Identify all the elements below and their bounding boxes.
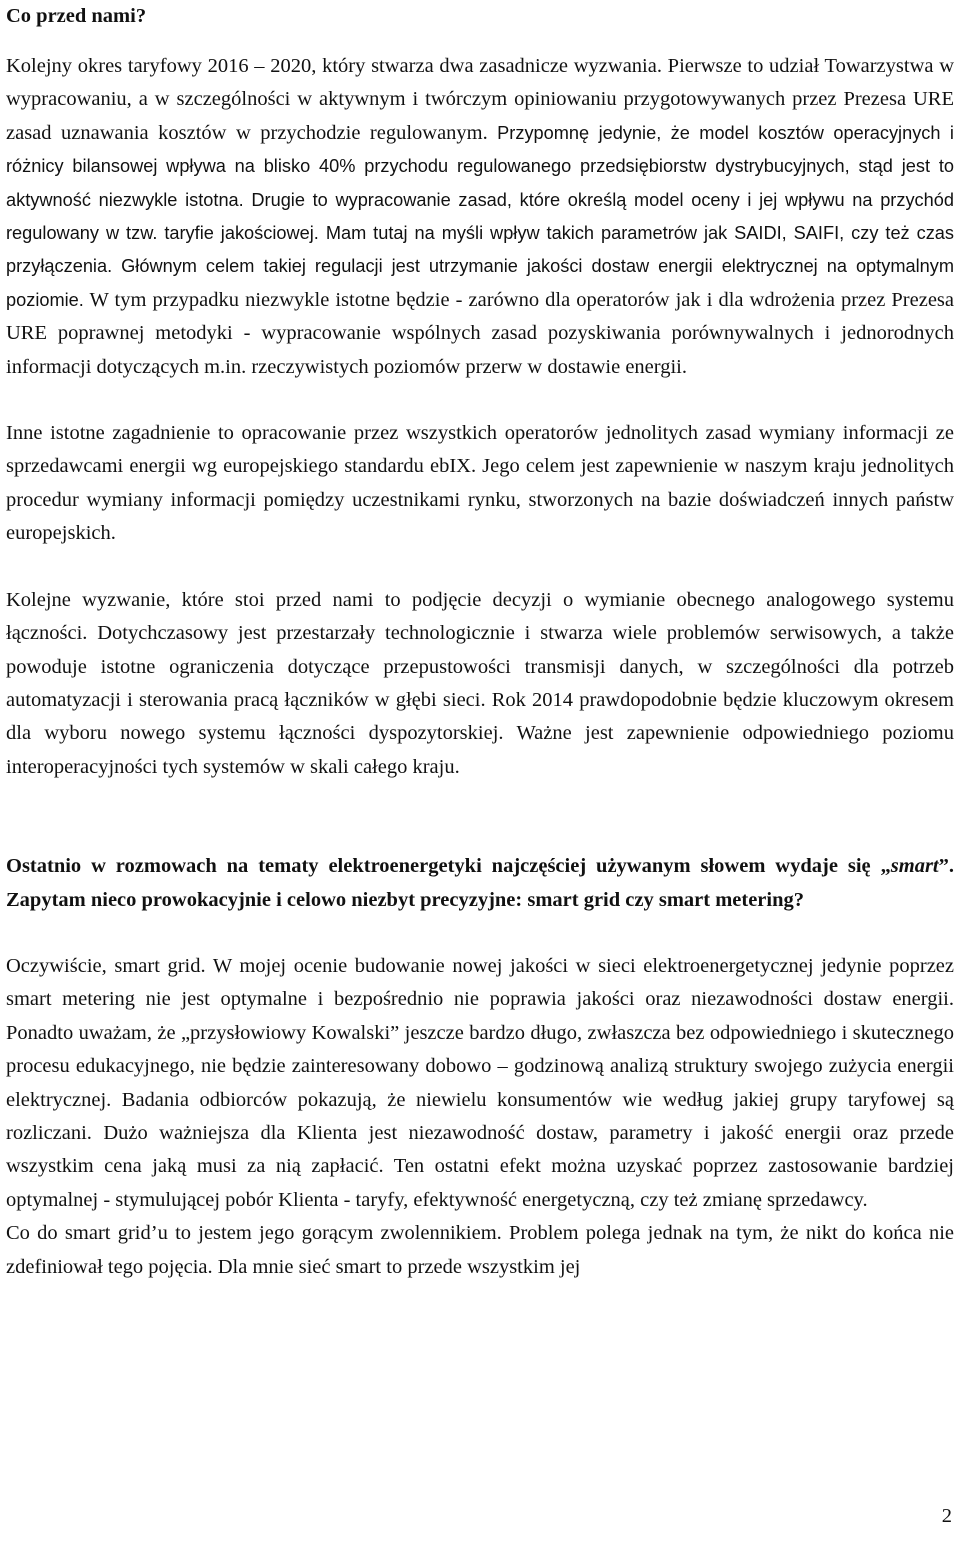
document-page bbox=[6, 0, 954, 1284]
spacer bbox=[6, 784, 954, 850]
interview-question bbox=[6, 850, 954, 917]
paragraph-tariff-period bbox=[6, 50, 954, 384]
paragraph-text: Przypomnę jedynie, że model kosztów operacyjnych i różnicy bilansowej wpływa na blisko 40% przychodu regulowanego przedsiębiorstw dystrybucyjnych, stąd jest to aktywność niezwykle istotna. Drugie to wypracowanie zasad, które określą model oceny i jej wpływu na przychód regulowany w tzw. taryfie jakościowej. Mam tutaj na myśli wpływ takich parametrów jak SAIDI, SAIFI, czy też czas przyłączenia. Głównym celem takiej regulacji jest utrzymanie jakości dostaw energii elektrycznej na optymalnym poziomie. bbox=[6, 122, 954, 310]
page-number: 2 bbox=[941, 1505, 952, 1527]
question-text: Ostatnio w rozmowach na tematy elektroenergetyki najczęściej używanym słowem wydaje się „ bbox=[6, 855, 891, 878]
question-text: ”. Zapytam nieco prowokacyjnie i celowo niezbyt precyzyjne: smart grid czy smart metering? bbox=[6, 855, 954, 911]
question-emphasis: smart bbox=[890, 855, 939, 878]
spacer bbox=[6, 32, 954, 50]
paragraph-communication-system: Kolejne wyzwanie, które stoi przed nami to podjęcie decyzji o wymianie obecnego analogowego systemu łączności. Dotychczasowy jest przestarzały technologicznie i stwarza wiele problemów serwisowych, a także powoduje istotne ograniczenia dotyczące przepustowości transmisji danych, w szczególności dla potrzeb automatyzacji i sterowania pracą łączników w głębi sieci. Rok 2014 prawdopodobnie będzie kluczowym okresem dla wyboru nowego systemu łączności dyspozytorskiej. Ważne jest zapewnienie odpowiedniego poziomu interoperacyjności tych systemów w skali całego kraju. bbox=[6, 588, 954, 778]
spacer bbox=[6, 551, 954, 584]
paragraph-smart-grid-answer: Oczywiście, smart grid. W mojej ocenie budowanie nowej jakości w sieci elektroenergetycznej jedynie poprzez smart metering nie jest optymalne i bezpośrednio nie poprawia jakości oraz niezawodności dostaw energii. Ponadto uważam, że „przysłowiowy Kowalski” jeszcze bardzo długo, zwłaszcza bez odpowiedniego i skutecznego procesu edukacyjnego, nie będzie zainteresowany dobowo – godzinową analizą struktury swojego zużycia energii elektrycznej. Badania odbiorców pokazują, że niewielu konsumentów wie według jakiej grupy taryfowej są rozliczani. Dużo ważniejsza dla Klienta jest niezawodność dostaw, parametry i jakość energii oraz przede wszystkim cena jaką musi za nią zapłacić. Ten ostatni efekt można uzyskać poprzez zastosowanie bardziej optymalnej - stymulującej pobór Klienta - taryfy, efektywność energetyczną, czy też zmianę sprzedawcy. bbox=[6, 954, 954, 1211]
paragraph-ebix: Inne istotne zagadnienie to opracowanie przez wszystkich operatorów jednolitych zasad wymiany informacji ze sprzedawcami energii wg europejskiego standardu ebIX. Jego celem jest zapewnienie w naszym kraju jednolitych procedur wymiany informacji pomiędzy uczestnikami rynku, stworzonych na bazie doświadczeń innych państw europejskich. bbox=[6, 422, 954, 545]
spacer bbox=[6, 384, 954, 417]
page-heading: Co przed nami? bbox=[6, 5, 147, 27]
paragraph-smart-grid-definition: Co do smart grid’u to jestem jego gorącym zwolennikiem. Problem polega jednak na tym, że nikt do końca nie zdefiniował tego pojęcia. Dla mnie sieć smart to przede wszystkim jej bbox=[6, 1222, 954, 1278]
spacer bbox=[6, 917, 954, 950]
paragraph-text: W tym przypadku niezwykle istotne będzie - zarówno dla operatorów jak i dla wdrożenia przez Prezesa URE poprawnej metodyki - wypracowanie wspólnych zasad pozyskiwania porównywalnych i jednorodnych informacji dotyczących m.in. rzeczywistych poziomów przerw w dostawie energii. bbox=[6, 288, 954, 378]
paragraph-text: Kolejny okres taryfowy 2016 – 2020, który stwarza dwa zasadnicze wyzwania. Pierwsze to udział Towarzystwa w wypracowaniu, a w szczególności w aktywnym i twórczym opiniowaniu przygotowywanych przez Prezesa URE zasad uznawania kosztów w przychodzie regulowanym. bbox=[6, 55, 954, 144]
